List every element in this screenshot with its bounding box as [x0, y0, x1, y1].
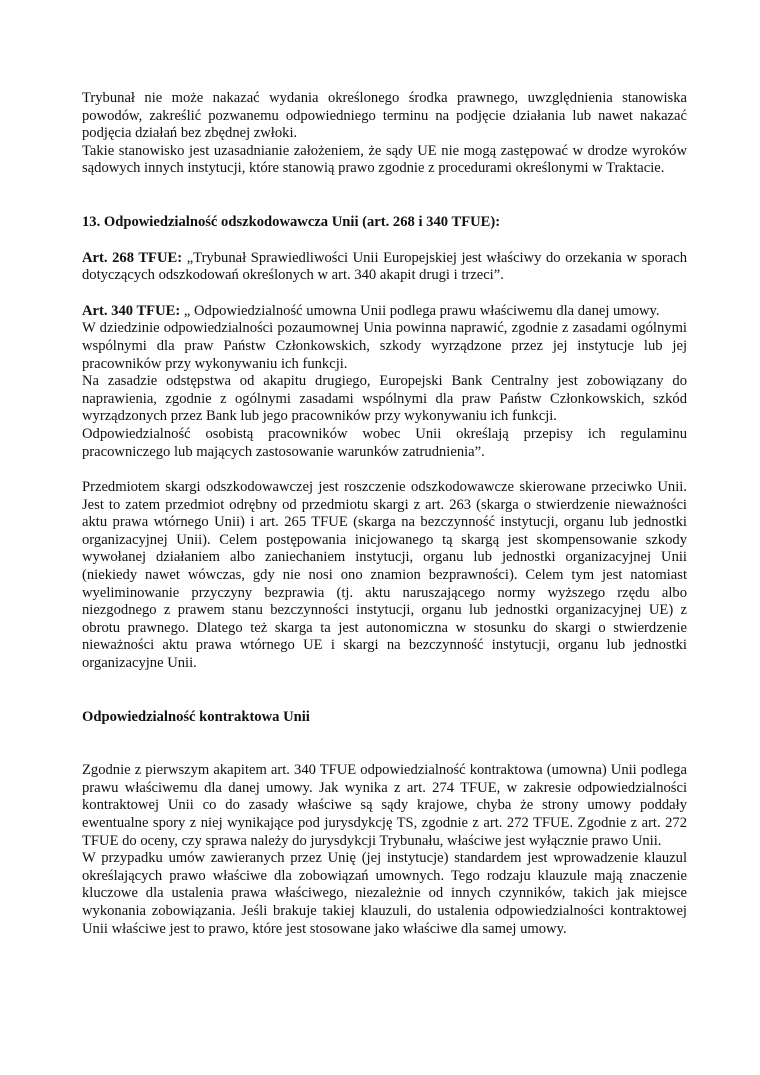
paragraph-kontraktowa-2: W przypadku umów zawieranych przez Unię (jej instytucje) standardem jest wprowadzenie klauzul określających prawo właściwe dla zobowiązań umownych. Tego rodzaju klauzule mają znaczenie kluczowe dla ustalenia prawa właściwego, niezależnie od innych czynników, takich jak miejsce wykonania zobowiązania. Jeśli brakuje takiej klauzuli, do ustalenia odpowiedzialności kontraktowej Unii właściwe jest to prawo, które jest stosowane jako właściwe dla samej umowy.: [82, 850, 687, 937]
spacer: [82, 178, 687, 214]
document-page: [82, 90, 687, 938]
art-340-text: „ Odpowiedzialność umowna Unii podlega prawu właściwemu dla danej umowy.: [180, 302, 660, 319]
art-268-label: Art. 268 TFUE:: [82, 249, 183, 266]
paragraph-stanowisko: Takie stanowisko jest uzasadnianie założeniem, że sądy UE nie mogą zastępować w drodze wyroków sądowych innych instytucji, które stanowią prawo zgodnie z procedurami określonymi w Traktacie.: [82, 142, 687, 177]
spacer: [82, 673, 687, 709]
paragraph-art-340-pracownicy: Odpowiedzialność osobistą pracowników wobec Unii określają przepisy ich regulaminu pracowniczego lub mających zastosowanie warunków zatrudnienia”.: [82, 425, 687, 460]
section-13-heading: 13. Odpowiedzialność odszkodowawcza Unii (art. 268 i 340 TFUE):: [82, 213, 501, 230]
spacer: [82, 461, 687, 479]
kontraktowa-heading: Odpowiedzialność kontraktowa Unii: [82, 708, 310, 725]
paragraph-art-268: [82, 250, 687, 285]
paragraph-przedmiot-skargi: Przedmiotem skargi odszkodowawczej jest roszczenie odszkodowawcze skierowane przeciwko Unii. Jest to zatem przedmiot odrębny od przedmiotu skargi z art. 263 (skarga o stwierdzenie nieważności aktu prawa wtórnego Unii) i art. 265 TFUE (skarga na bezczynność instytucji, organu lub jednostki organizacyjnej Unii). Celem postępowania inicjowanego tą skargą jest skompensowanie szkody wywołanej działaniem albo zaniechaniem instytucji, organu lub jednostki organizacyjnej Unii (niekiedy nawet wówczas, gdy nie nosi ono znamion bezprawności). Celem tym jest natomiast wyeliminowanie przyczyny bezprawia (tj. aktu naruszającego normy wyższego rzędu albo niezgodnego z prawem stanu bezczynności instytucji, organu lub jednostki organizacyjnej UE) z obrotu prawnego. Dlatego też skarga ta jest autonomiczna w stosunku do skargi o stwierdzenie nieważności aktu prawa wtórnego UE i skargi na bezczynność instytucji, organu lub jednostki organizacyjne Unii.: [82, 479, 687, 672]
spacer: [82, 285, 687, 303]
spacer: [82, 726, 687, 762]
paragraph-art-340: [82, 303, 687, 321]
paragraph-trybunal: Trybunał nie może nakazać wydania określonego środka prawnego, uwzględnienia stanowiska powodów, zakreślić pozwanemu odpowiedniego terminu na podjęcie działania lub nawet nakazać podjęcia działań bez zbędnej zwłoki.: [82, 90, 687, 142]
art-340-label: Art. 340 TFUE:: [82, 302, 181, 319]
paragraph-art-340-pozaumowna: W dziedzinie odpowiedzialności pozaumownej Unia powinna naprawić, zgodnie z zasadami ogólnymi wspólnymi dla praw Państw Członkowskich, szkody wyrządzone przez jej instytucje lub jej pracowników przy wykonywaniu ich funkcji.: [82, 320, 687, 372]
paragraph-art-340-ebc: Na zasadzie odstępstwa od akapitu drugiego, Europejski Bank Centralny jest zobowiązany do naprawienia, zgodnie z ogólnymi zasadami wspólnymi dla praw Państw Członkowskich, szkód wyrządzonych przez Bank lub jego pracowników przy wykonywaniu ich funkcji.: [82, 373, 687, 425]
spacer: [82, 232, 687, 250]
art-268-text: „Trybunał Sprawiedliwości Unii Europejskiej jest właściwy do orzekania w sporach dotyczących odszkodowań określonych w art. 340 akapit drugi i trzeci”.: [82, 249, 687, 284]
paragraph-kontraktowa-1: Zgodnie z pierwszym akapitem art. 340 TFUE odpowiedzialność kontraktowa (umowna) Unii podlega prawu właściwemu dla danej umowy. Jak wynika z art. 274 TFUE, w zakresie odpowiedzialności kontraktowej Unii co do zasady właściwe są sądy krajowe, chyba że strony umowy poddały ewentualne spory z niej wynikające pod jurysdykcję TS, zgodnie z art. 272 TFUE. Zgodnie z art. 272 TFUE do oceny, czy sprawa należy do jurysdykcji Trybunału, właściwe jest wyłącznie prawo Unii.: [82, 762, 687, 849]
